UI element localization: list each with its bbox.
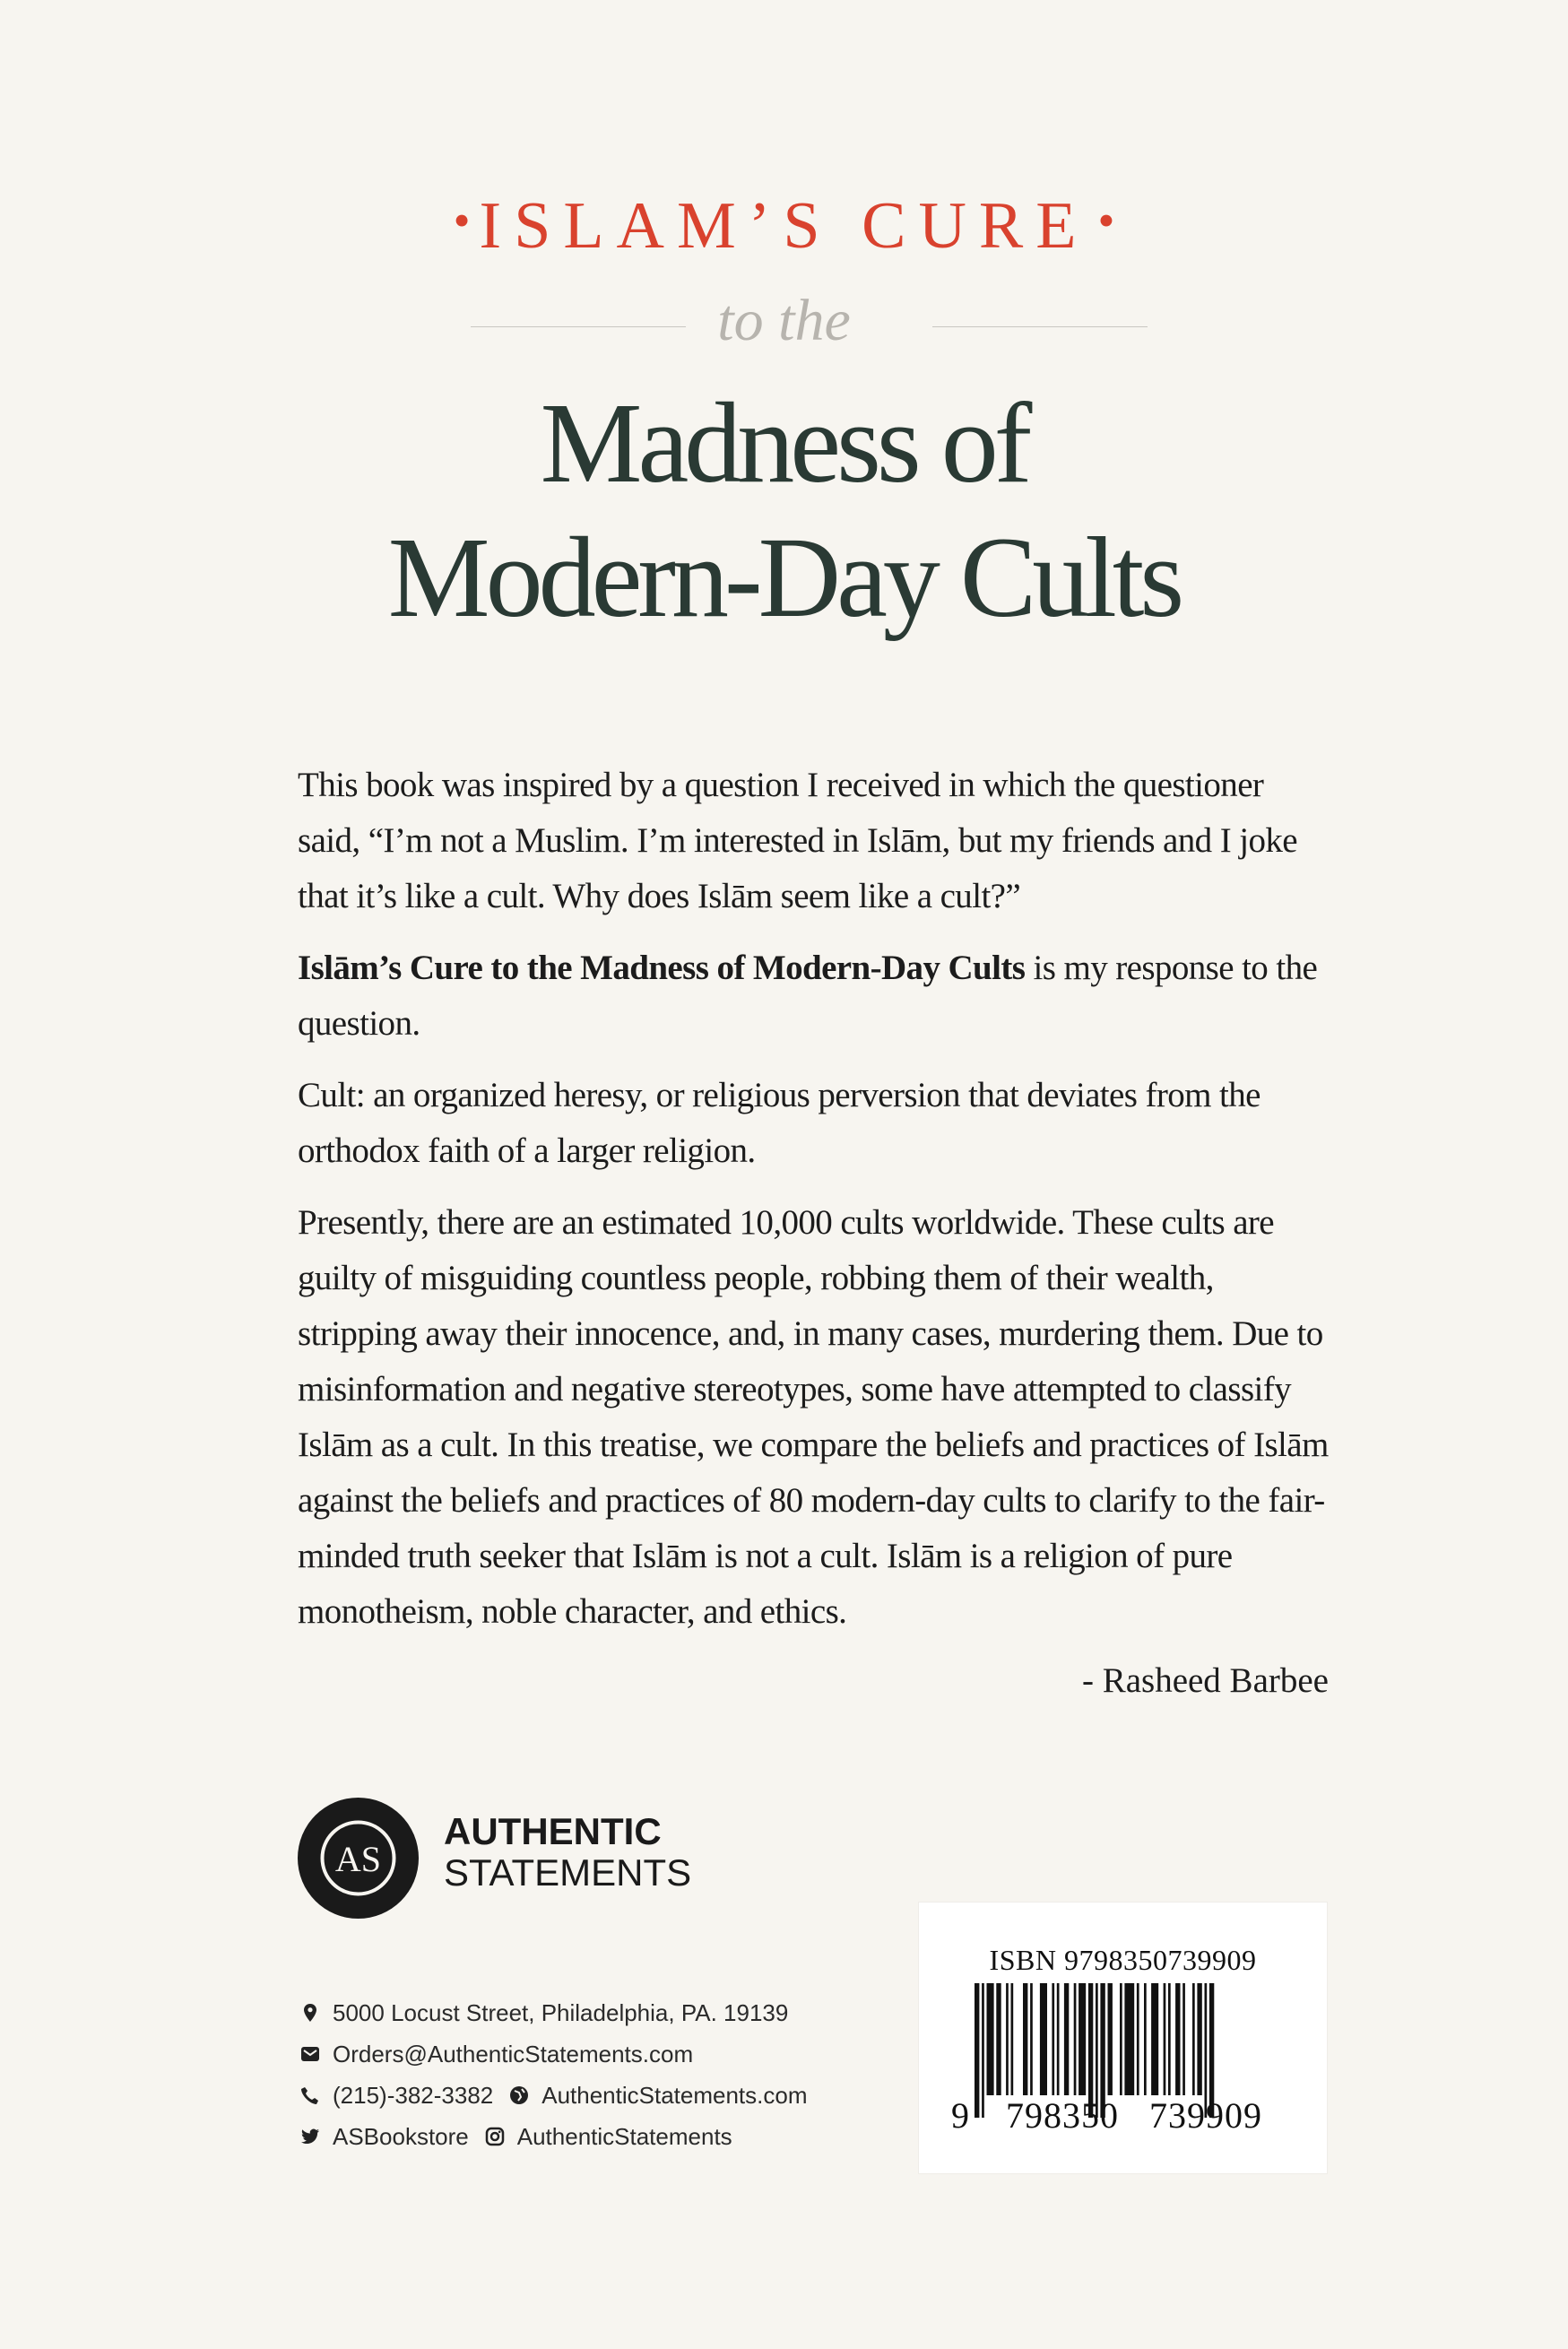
blurb-paragraph-4: Presently, there are an estimated 10,000 cults worldwide. These cults are guilty of misguiding countless people, robbing them of their wealth, stripping away their innocence, and, in many cases, murdering them. Due to misinformation and negative stereotypes, some have attempted to classify Islām as a cult. In this treatise, we compare the beliefs and practices of Islām against the beliefs and practices of 80 modern-day cults to clarify to the fair-minded truth seeker that Islām is not a cult. Islām is a religion of pure monotheism, noble character, and ethics.: [298, 1203, 1329, 1631]
title-connector: [0, 287, 1568, 359]
contact-social-row: [300, 2116, 808, 2157]
publisher-name-line1: AUTHENTIC: [444, 1810, 662, 1852]
barcode-bar: [1197, 1983, 1201, 2095]
location-pin-icon: [300, 2003, 320, 2023]
twitter-icon: [300, 2127, 320, 2146]
main-title-line2: Modern-Day Cults: [387, 514, 1181, 641]
barcode-bar: [1057, 1983, 1060, 2095]
email-text[interactable]: Orders@AuthenticStatements.com: [333, 2040, 694, 2067]
isbn-label: ISBN 9798350739909: [989, 1944, 1257, 1976]
blurb-paragraph-3: Cult: an organized heresy, or religious perversion that deviates from the orthodox faith of a larger religion.: [298, 1076, 1260, 1170]
title-top-text: ISLAM’S CURE: [479, 189, 1089, 263]
barcode-bar: [987, 1983, 994, 2095]
publisher-logo: [298, 1798, 419, 1919]
phone-text: (215)-382-3382: [333, 2081, 494, 2109]
contact-phone-row: [300, 2075, 808, 2116]
barcode-bar: [1137, 1983, 1139, 2095]
barcode-bar: [1124, 1983, 1134, 2095]
barcode-bar: [1011, 1983, 1014, 2095]
website-text[interactable]: AuthenticStatements.com: [541, 2081, 808, 2109]
barcode-bar: [1151, 1983, 1158, 2095]
barcode-bar: [1079, 1983, 1086, 2095]
barcode-bar: [1023, 1983, 1027, 2095]
publisher-name: [444, 1811, 691, 1894]
email-icon: [300, 2044, 320, 2064]
title-dot-left: •: [453, 194, 471, 247]
barcode-bar: [1120, 1983, 1122, 2095]
barcode-bar: [1168, 1983, 1171, 2095]
contact-email-row: [300, 2033, 808, 2075]
barcode-bar: [1192, 1983, 1195, 2095]
contact-address-row: [300, 1992, 808, 2033]
barcode-panel: [919, 1903, 1327, 2173]
series-title: [0, 188, 1568, 264]
publisher-name-line2: STATEMENTS: [444, 1851, 692, 1894]
twitter-handle[interactable]: ASBookstore: [333, 2122, 469, 2150]
barcode-bar: [1064, 1983, 1069, 2095]
globe-icon: [509, 2085, 529, 2105]
title-dot-right: •: [1097, 194, 1115, 247]
barcode-bar: [996, 1983, 1001, 2095]
main-title-line1: Madness of: [540, 379, 1028, 507]
barcode-bar: [1164, 1983, 1166, 2095]
author-signature: - Rasheed Barbee: [1081, 1661, 1329, 1700]
blurb-paragraph-2: [298, 940, 1329, 1052]
barcode-bar: [1144, 1983, 1147, 2095]
barcode-bar: [1175, 1983, 1180, 2095]
address-text: 5000 Locust Street, Philadelphia, PA. 19139: [333, 1998, 789, 2026]
contact-info: [300, 1992, 808, 2157]
instagram-handle[interactable]: AuthenticStatements: [516, 2122, 732, 2150]
barcode-bar: [1030, 1983, 1033, 2095]
barcode-bar: [1074, 1983, 1077, 2095]
barcode-bar: [1040, 1983, 1047, 2095]
isbn-digits: [951, 2094, 1310, 2137]
blurb-paragraph-1: This book was inspired by a question I received in which the questioner said, “I’m not a Muslim. I’m interested in Islām, but my friends and I joke that it’s like a cult. Why does Islām seem like a cult?”: [298, 766, 1298, 915]
instagram-icon: [485, 2127, 505, 2146]
isbn-digits-left: 798350: [1006, 2095, 1119, 2136]
isbn-digit-first: 9: [951, 2095, 970, 2136]
barcode-bar: [1182, 1983, 1185, 2095]
barcode-bar: [1052, 1983, 1054, 2095]
isbn-digits-right: 739909: [1149, 2095, 1262, 2136]
blurb: [298, 758, 1329, 1656]
barcode-bar: [1108, 1983, 1113, 2095]
book-title-bold: Islām’s Cure to the Madness of Modern-Day Cults: [298, 949, 1026, 987]
publisher-logo-icon: [298, 1798, 419, 1919]
blurb-paragraph-2-rest: is my response to the question.: [298, 949, 1318, 1043]
barcode-bar: [1006, 1983, 1009, 2095]
phone-icon: [300, 2085, 320, 2105]
connector-text: to the: [717, 288, 851, 353]
logo-letters: AS: [334, 1839, 382, 1879]
